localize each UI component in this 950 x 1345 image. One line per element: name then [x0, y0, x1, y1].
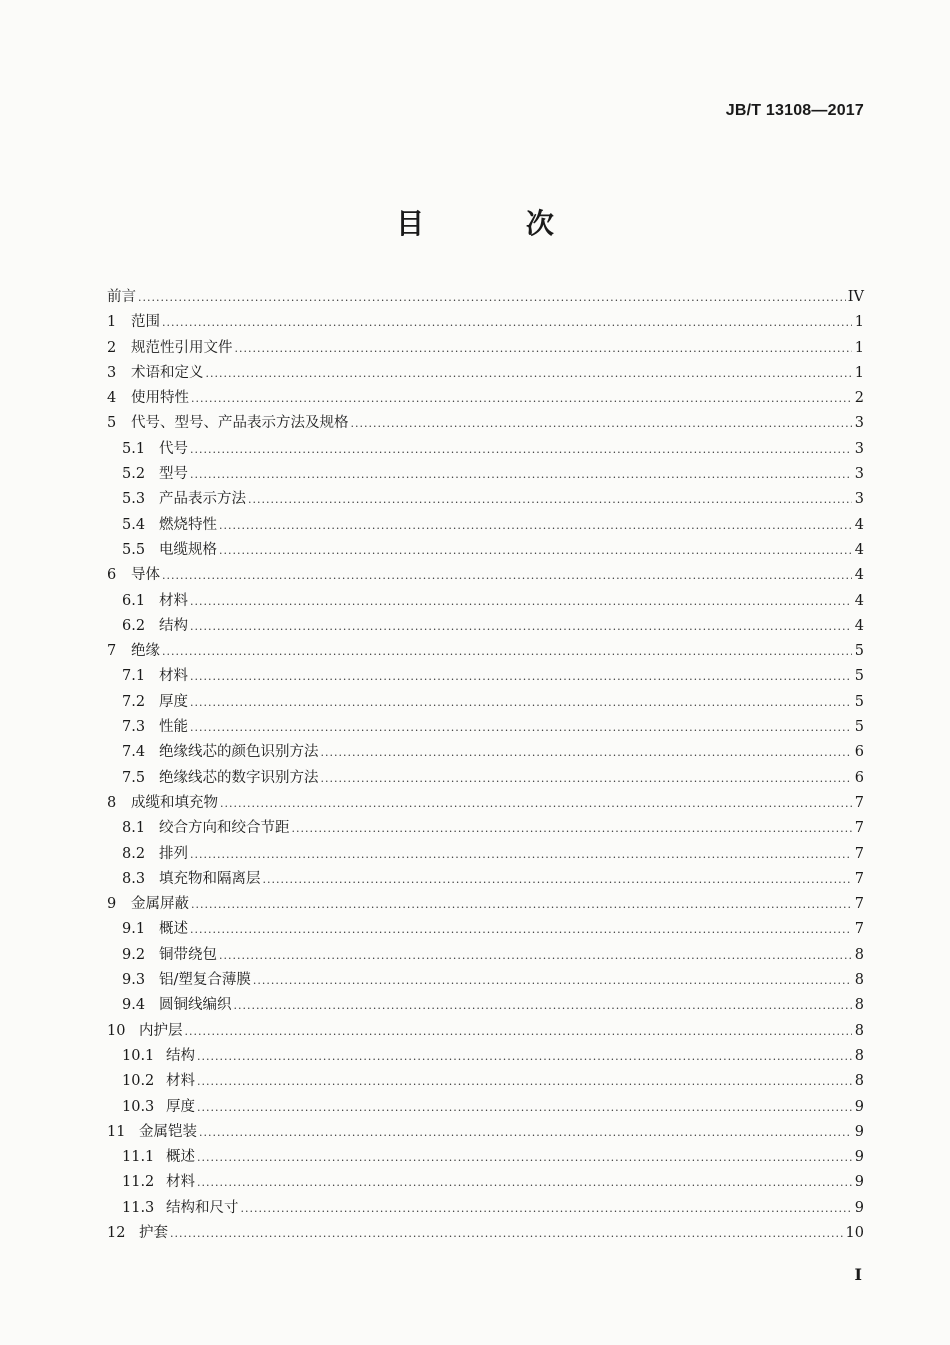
toc-entry-page: 8 — [854, 997, 864, 1014]
toc-leader-dots — [197, 1145, 852, 1170]
toc-entry-label: 规范性引用文件 — [131, 339, 233, 356]
toc-entry-page: 8 — [854, 972, 864, 989]
toc-entry[interactable] — [107, 1069, 864, 1094]
toc-leader-dots — [190, 437, 852, 462]
toc-entry[interactable] — [107, 867, 864, 892]
toc-entry[interactable] — [107, 589, 864, 614]
toc-entry-label: 燃烧特性 — [159, 516, 217, 533]
toc-leader-dots — [235, 336, 853, 361]
toc-entry-page: 9 — [854, 1149, 864, 1166]
toc-entry[interactable] — [107, 993, 864, 1018]
toc-leader-dots — [197, 1044, 852, 1069]
toc-entry-label: 导体 — [131, 567, 160, 584]
toc-entry-page: 6 — [854, 769, 864, 786]
toc-entry-page: 5 — [854, 668, 864, 685]
toc-leader-dots — [138, 285, 846, 310]
toc-entry-label: 填充物和隔离层 — [159, 870, 261, 887]
toc-entry-label: 厚度 — [166, 1098, 195, 1115]
toc-entry-page: 4 — [854, 617, 864, 634]
toc-entry-label: 绞合方向和绞合节距 — [159, 820, 290, 837]
toc-entry-label: 材料 — [159, 668, 188, 685]
toc-entry-number: 11.3 — [122, 1199, 155, 1216]
toc-leader-dots — [170, 1221, 844, 1246]
toc-leader-dots — [190, 462, 852, 487]
toc-entry-number: 5.3 — [122, 491, 146, 508]
toc-entry-page: 8 — [854, 1022, 864, 1039]
toc-entry-page: 4 — [854, 592, 864, 609]
toc-entry-number: 4 — [107, 390, 117, 407]
toc-entry-page: 7 — [854, 870, 864, 887]
toc-leader-dots — [253, 968, 852, 993]
toc-entry[interactable] — [107, 816, 864, 841]
toc-entry-number: 5.1 — [122, 440, 146, 457]
toc-leader-dots — [206, 361, 853, 386]
toc-entry-label: 圆铜线编织 — [159, 997, 232, 1014]
toc-entry-label: 代号、型号、产品表示方法及规格 — [131, 415, 349, 432]
toc-entry-number: 9.3 — [122, 972, 146, 989]
toc-leader-dots — [190, 614, 852, 639]
toc-entry-number: 9.4 — [122, 997, 146, 1014]
toc-entry-number: 10 — [107, 1022, 126, 1039]
toc-leader-dots — [191, 386, 852, 411]
toc-entry-page: 5 — [854, 719, 864, 736]
toc-entry-page: 2 — [854, 390, 864, 407]
toc-entry-number: 11.1 — [122, 1149, 155, 1166]
toc-entry-page: 3 — [854, 415, 864, 432]
toc-entry-number: 8.1 — [122, 820, 146, 837]
toc-entry[interactable] — [107, 1044, 864, 1069]
toc-leader-dots — [234, 993, 853, 1018]
toc-entry-number: 10.2 — [122, 1073, 155, 1090]
toc-entry[interactable] — [107, 639, 864, 664]
toc-leader-dots — [191, 892, 852, 917]
toc-entry[interactable] — [107, 791, 864, 816]
toc-leader-dots — [292, 816, 853, 841]
toc-entry-number: 7.5 — [122, 769, 146, 786]
toc-leader-dots — [248, 487, 852, 512]
toc-entry-label: 成缆和填充物 — [131, 794, 218, 811]
toc-entry-label: 前言 — [107, 289, 136, 305]
toc-entry-label: 材料 — [166, 1073, 195, 1090]
toc-leader-dots — [190, 690, 852, 715]
toc-entry-label: 产品表示方法 — [159, 491, 246, 508]
toc-leader-dots — [162, 563, 852, 588]
toc-entry-number: 6.2 — [122, 617, 146, 634]
toc-entry-label: 性能 — [159, 719, 188, 736]
toc-entry-number: 6.1 — [122, 592, 146, 609]
toc-entry-page: 8 — [854, 946, 864, 963]
toc-entry-number: 11 — [107, 1123, 126, 1140]
toc-entry-page: 7 — [854, 896, 864, 913]
toc-entry-page: 7 — [854, 845, 864, 862]
toc-entry-number: 8 — [107, 794, 117, 811]
toc-entry[interactable] — [107, 614, 864, 639]
toc-entry-label: 代号 — [159, 440, 188, 457]
toc-entry-number: 10.1 — [122, 1047, 155, 1064]
toc-entry-number: 2 — [107, 339, 117, 356]
toc-leader-dots — [219, 513, 852, 538]
toc-entry[interactable] — [107, 513, 864, 538]
toc-entry-label: 范围 — [131, 314, 160, 331]
toc-entry[interactable] — [107, 1019, 864, 1044]
toc-entry[interactable] — [107, 892, 864, 917]
toc-entry[interactable] — [107, 690, 864, 715]
toc-entry[interactable] — [107, 968, 864, 993]
toc-entry-page: 1 — [854, 364, 864, 381]
toc-leader-dots — [162, 639, 852, 664]
toc-leader-dots — [162, 310, 852, 335]
toc-entry-number: 9.2 — [122, 946, 146, 963]
toc-leader-dots — [190, 715, 852, 740]
toc-entry-number: 10.3 — [122, 1098, 155, 1115]
toc-entry-number: 1 — [107, 314, 117, 331]
toc-entry[interactable] — [107, 1221, 864, 1246]
toc-entry-number: 6 — [107, 567, 117, 584]
toc-entry-page: 3 — [854, 466, 864, 483]
toc-entry-page: 9 — [854, 1098, 864, 1115]
page-title: 目 次 — [396, 207, 600, 240]
toc-entry-label: 概述 — [159, 921, 188, 938]
page-number: I — [854, 1265, 862, 1284]
toc-leader-dots — [263, 867, 853, 892]
toc-entry-label: 绝缘 — [131, 643, 160, 660]
toc-entry[interactable] — [107, 1095, 864, 1120]
toc-entry[interactable] — [107, 386, 864, 411]
toc-entry-label: 厚度 — [159, 693, 188, 710]
toc-entry-label: 型号 — [159, 466, 188, 483]
toc-entry-page: 3 — [854, 440, 864, 457]
toc-entry-page: 9 — [854, 1174, 864, 1191]
toc-entry-label: 电缆规格 — [159, 541, 217, 558]
toc-leader-dots — [321, 740, 853, 765]
toc-entry[interactable] — [107, 766, 864, 791]
toc-entry[interactable] — [107, 842, 864, 867]
toc-entry-page: 4 — [854, 541, 864, 558]
toc-entry-label: 材料 — [159, 592, 188, 609]
toc-leader-dots — [241, 1196, 853, 1221]
toc-leader-dots — [190, 917, 852, 942]
toc-entry[interactable] — [107, 538, 864, 563]
toc-entry-label: 金属铠装 — [139, 1123, 197, 1140]
toc-entry-number: 9 — [107, 896, 117, 913]
toc-entry-page: 10 — [845, 1224, 864, 1241]
toc-entry[interactable] — [107, 487, 864, 512]
toc-leader-dots — [219, 943, 852, 968]
toc-entry[interactable] — [107, 361, 864, 386]
toc-entry-page: 6 — [854, 744, 864, 761]
toc-leader-dots — [197, 1069, 852, 1094]
toc-entry[interactable] — [107, 1170, 864, 1195]
toc-entry-label: 结构 — [159, 617, 188, 634]
toc-entry-number: 5.2 — [122, 466, 146, 483]
toc-entry-number: 5.4 — [122, 516, 146, 533]
toc-entry-page: 7 — [854, 794, 864, 811]
toc-entry-page: 8 — [854, 1047, 864, 1064]
toc-entry-label: 绝缘线芯的数字识别方法 — [159, 769, 319, 786]
toc-entry-label: 概述 — [166, 1149, 195, 1166]
toc-entry-page: 4 — [854, 567, 864, 584]
toc-entry-number: 7.2 — [122, 693, 146, 710]
toc-leader-dots — [190, 589, 852, 614]
toc-entry-number: 9.1 — [122, 921, 146, 938]
toc-entry-page: 1 — [854, 339, 864, 356]
toc-entry[interactable] — [107, 664, 864, 689]
toc-entry[interactable] — [107, 411, 864, 436]
toc-leader-dots — [190, 664, 852, 689]
toc-entry[interactable] — [107, 1120, 864, 1145]
toc-entry-number: 8.3 — [122, 870, 146, 887]
toc-entry[interactable] — [107, 1145, 864, 1170]
toc-entry-number: 7 — [107, 643, 117, 660]
toc-entry-label: 铝/塑复合薄膜 — [159, 972, 251, 989]
toc-leader-dots — [197, 1170, 852, 1195]
toc-entry[interactable] — [107, 437, 864, 462]
toc-entry[interactable] — [107, 563, 864, 588]
toc-leader-dots — [185, 1019, 853, 1044]
toc-entry-label: 内护层 — [139, 1022, 183, 1039]
toc-entry[interactable] — [107, 336, 864, 361]
toc-leader-dots — [219, 538, 852, 563]
toc-entry-number: 7.4 — [122, 744, 146, 761]
toc-entry-page: 8 — [854, 1073, 864, 1090]
toc-leader-dots — [199, 1120, 852, 1145]
toc-entry[interactable] — [107, 1196, 864, 1221]
toc-entry[interactable] — [107, 943, 864, 968]
toc-entry-number: 5 — [107, 415, 117, 432]
toc-entry-label: 材料 — [166, 1174, 195, 1191]
toc-entry-page: 9 — [854, 1123, 864, 1140]
toc-entry[interactable] — [107, 715, 864, 740]
toc-entry-label: 金属屏蔽 — [131, 896, 189, 913]
toc-leader-dots — [351, 411, 853, 436]
toc-entry-label: 铜带绕包 — [159, 946, 217, 963]
toc-entry[interactable] — [107, 285, 864, 310]
toc-entry[interactable] — [107, 740, 864, 765]
toc-entry-number: 12 — [107, 1224, 126, 1241]
toc-entry-page: 9 — [854, 1199, 864, 1216]
toc-entry-page: 7 — [854, 921, 864, 938]
toc-entry-number: 3 — [107, 364, 117, 381]
toc-entry-label: 结构和尺寸 — [166, 1199, 239, 1216]
toc-leader-dots — [197, 1095, 852, 1120]
table-of-contents — [107, 285, 864, 1246]
toc-entry-label: 术语和定义 — [131, 364, 204, 381]
toc-entry-number: 7.1 — [122, 668, 146, 685]
toc-entry[interactable] — [107, 917, 864, 942]
toc-entry-number: 7.3 — [122, 719, 146, 736]
toc-entry-label: 护套 — [139, 1224, 168, 1241]
toc-entry-number: 5.5 — [122, 541, 146, 558]
toc-entry-label: 结构 — [166, 1047, 195, 1064]
toc-entry[interactable] — [107, 462, 864, 487]
toc-entry[interactable] — [107, 310, 864, 335]
toc-entry-number: 8.2 — [122, 845, 146, 862]
toc-entry-label: 排列 — [159, 845, 188, 862]
toc-entry-label: 绝缘线芯的颜色识别方法 — [159, 744, 319, 761]
toc-entry-number: 11.2 — [122, 1174, 155, 1191]
toc-entry-page: 1 — [854, 314, 864, 331]
toc-leader-dots — [190, 842, 852, 867]
toc-entry-page: 5 — [854, 643, 864, 660]
toc-entry-page: 5 — [854, 693, 864, 710]
toc-entry-label: 使用特性 — [131, 390, 189, 407]
toc-leader-dots — [220, 791, 852, 816]
toc-entry-page: 7 — [854, 820, 864, 837]
document-id: JB/T 13108—2017 — [725, 102, 864, 119]
toc-entry-page: 3 — [854, 491, 864, 508]
toc-entry-page: IV — [847, 289, 864, 305]
toc-leader-dots — [321, 766, 853, 791]
toc-entry-page: 4 — [854, 516, 864, 533]
